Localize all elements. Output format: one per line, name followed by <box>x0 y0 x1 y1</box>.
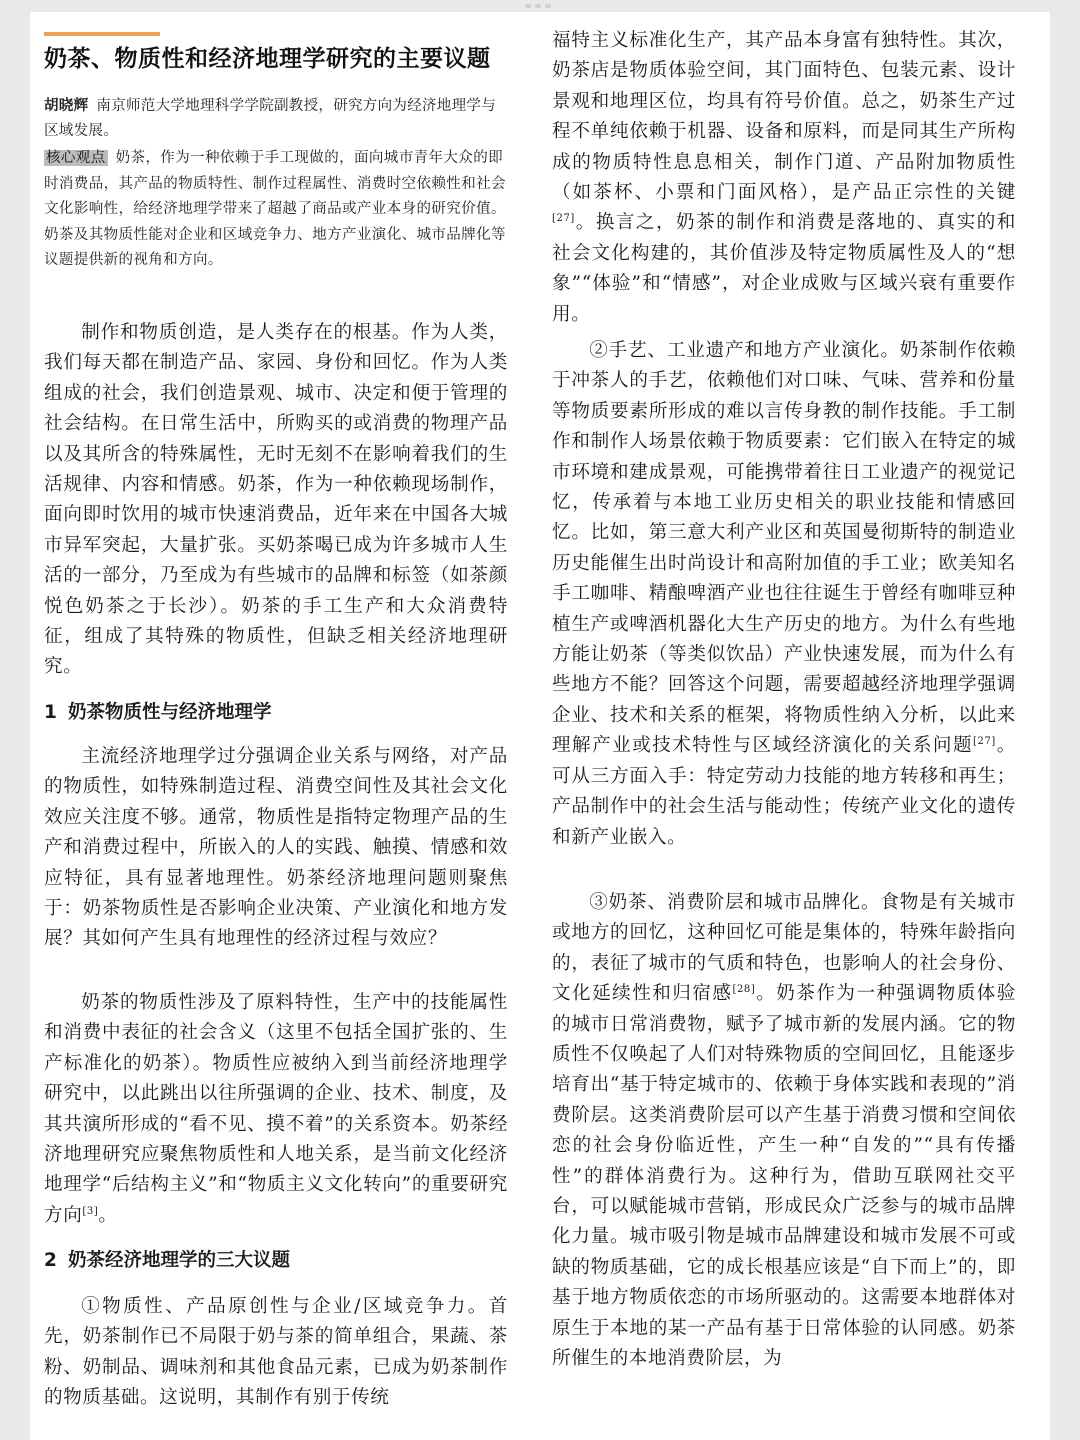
paragraph-text-cont: 。可从三方面入手：特定劳动力技能的地方转移和再生；产品制作中的社会生活与能动性；传统产业文化的遗传和新产业嵌入。 <box>552 735 1016 848</box>
right-paragraph-1 <box>552 26 1016 330</box>
right-paragraph-3 <box>552 888 1016 1375</box>
paragraph-text: 福特主义标准化生产，其产品本身富有独特性。其次，奶茶店是物质体验空间，其门面特色、包装元素、设计景观和地理区位，均具有符号价值。总之，奶茶生产过程不单纯依赖于机器、设备和原料，而是同其生产所构成的物质特性息息相关，制作门道、产品附加物质性（如茶杯、小票和门面风格），是产品正宗性的关键 <box>552 30 1016 204</box>
paragraph-text: ②手艺、工业遗产和地方产业演化。奶茶制作依赖于冲茶人的手艺，依赖他们对口味、气味、营养和份量等物质要素所形成的难以言传身教的制作技能。手工制作和制作人场景依赖于物质要素：它们嵌入在特定的城市环境和建成景观，可能携带着往日工业遗产的视觉记忆，传承着与本地工业历史相关的职业技能和情感回忆。比如，第三意大利产业区和英国曼彻斯特的制造业历史能催生出时尚设计和高附加值的手工业；欧美知名手工咖啡、精酿啤酒产业也往往诞生于曾经有咖啡豆种植生产或啤酒机器化大生产历史的地方。为什么有些地方能让奶茶（等类似饮品）产业快速发展，而为什么有些地方不能？回答这个问题，需要超越经济地理学强调企业、技术和关系的框架，将物质性纳入分析，以此来理解产业或技术特性与区域经济演化的关系问题 <box>552 340 1016 757</box>
key-points-label: 核心观点 <box>46 150 106 166</box>
citation-ref: [27] <box>552 213 575 225</box>
key-points-text: 奶茶，作为一种依赖于手工现做的，面向城市青年大众的即时消费品，其产品的物质特性、制作过程属性、消费时空依赖性和社会文化影响性，给经济地理学带来了超越了商品或产业本身的研究价值。奶茶及其物质性能对企业和区域竞争力、地方产业演化、城市品牌化等议题提供新的视角和方向。 <box>44 150 506 268</box>
author-name: 胡晓辉 <box>44 98 89 114</box>
title-accent-bar <box>44 32 160 36</box>
paragraph-text-cont: 。换言之，奶茶的制作和消费是落地的、真实的和社会文化构建的，其价值涉及特定物质属性及人的“想象”“体验”和“情感”，对企业成败与区域兴衰有重要作用。 <box>552 212 1016 325</box>
intro-paragraph: 制作和物质创造，是人类存在的根基。作为人类，我们每天都在制造产品、家园、身份和回忆。作为人类组成的社会，我们创造景观、城市、决定和便于管理的社会结构。在日常生活中，所购买的或消费的物理产品以及其所含的特殊属性，无时无刻不在影响着我们的生活规律、内容和情感。奶茶，作为一种依赖现场制作，面向即时饮用的城市快速消费品，近年来在中国各大城市异军突起，大量扩张。买奶茶喝已成为许多城市人生活的一部分，乃至成为有些城市的品牌和标签（如茶颜悦色奶茶之于长沙）。奶茶的手工生产和大众消费特征，组成了其特殊的物质性，但缺乏相关经济地理研究。 <box>44 322 508 678</box>
citation-ref: [3] <box>82 1205 99 1217</box>
section-1-paragraph-2 <box>44 988 508 1231</box>
page-indicator <box>525 4 551 8</box>
section-2-number: 2 <box>44 1250 57 1271</box>
section-2-title: 奶茶经济地理学的三大议题 <box>68 1250 291 1271</box>
paragraph-end: 。 <box>98 1204 118 1226</box>
key-points <box>44 146 508 274</box>
citation-ref: [28] <box>732 984 756 996</box>
paragraph-text: 奶茶的物质性涉及了原料特性，生产中的技能属性和消费中表征的社会含义（这里不包括全国扩张的、生产标准化的奶茶）。物质性应被纳入到当前经济地理学研究中，以此跳出以往所强调的企业、技术、制度，及其共演所形成的“看不见、摸不着”的关系资本。奶茶经济地理研究应聚焦物质性和人地关系，是当前文化经济地理学“后结构主义”和“物质主义文化转向”的重要研究方向 <box>44 992 508 1226</box>
section-1-number: 1 <box>44 702 57 723</box>
section-2-paragraph-1: ①物质性、产品原创性与企业/区域竞争力。首先，奶茶制作已不局限于奶与茶的简单组合，果蔬、茶粉、奶制品、调味剂和其他食品元素，已成为奶茶制作的物质基础。这说明，其制作有别于传统 <box>44 1296 508 1409</box>
section-1-paragraph-1: 主流经济地理学过分强调企业关系与网络，对产品的物质性，如特殊制造过程、消费空间性及其社会文化效应关注度不够。通常，物质性是指特定物理产品的生产和消费过程中，所嵌入的人的实践、触摸、情感和效应特征，具有显著地理性。奶茶经济地理问题则聚焦于：奶茶物质性是否影响企业决策、产业演化和地方发展？其如何产生具有地理性的经济过程与效应？ <box>44 746 508 950</box>
section-1-heading <box>44 698 508 728</box>
author-bio: 南京师范大学地理科学学院副教授，研究方向为经济地理学与区域发展。 <box>44 98 497 139</box>
paragraph-text: ③奶茶、消费阶层和城市品牌化。食物是有关城市或地方的回忆，这种回忆可能是集体的，特殊年龄指向的，表征了城市的气质和特色，也影响人的社会身份、文化延续性和归宿感 <box>552 892 1016 1005</box>
section-1-title: 奶茶物质性与经济地理学 <box>68 702 272 723</box>
right-paragraph-2 <box>552 336 1016 853</box>
citation-ref: [27] <box>973 736 996 748</box>
paragraph-text-cont: 。奶茶作为一种强调物质体验的城市日常消费物，赋予了城市新的发展内涵。它的物质性不仅唤起了人们对特殊物质的空间回忆，且能逐步培育出“基于特定城市的、依赖于身体实践和表现的”消费阶层。这类消费阶层可以产生基于消费习惯和空间依恋的社会身份临近性，产生一种“自发的”“具有传播性”的群体消费行为。这种行为，借助互联网社交平台，可以赋能城市营销，形成民众广泛参与的城市品牌化力量。城市吸引物是城市品牌建设和城市发展不可或缺的物质基础，它的成长根基应该是“自下而上”的，即基于地方物质依恋的市场所驱动的。这需要本地群体对原生于本地的某一产品有基于日常体验的认同感。奶茶所催生的本地消费阶层，为 <box>552 983 1016 1370</box>
author-info <box>44 94 508 144</box>
article-title: 奶茶、物质性和经济地理学研究的主要议题 <box>44 46 491 72</box>
section-2-heading <box>44 1246 508 1276</box>
